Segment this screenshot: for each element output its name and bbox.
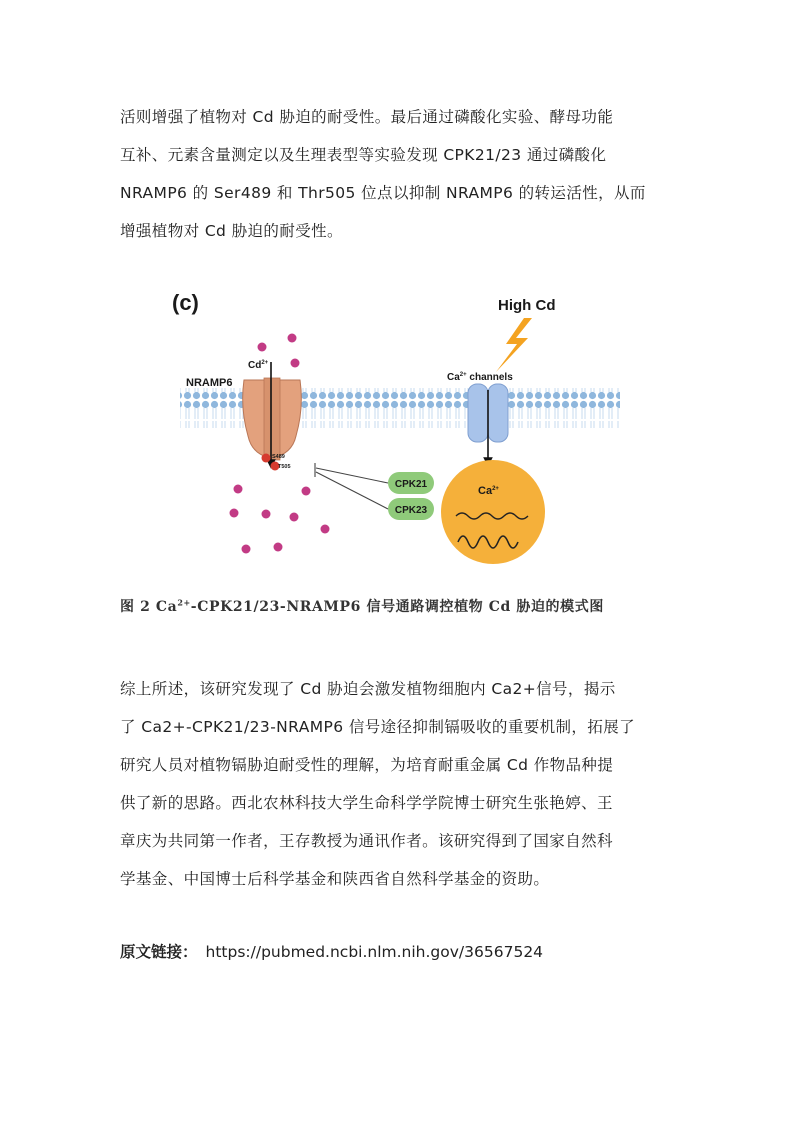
paragraph-intro xyxy=(120,98,676,250)
ser489-label: S489 xyxy=(272,454,285,460)
inhibition-lines xyxy=(315,463,388,509)
cpk23-label: CPK23 xyxy=(394,505,428,516)
paragraph-line: 互补、元素含量测定以及生理表型等实验发现 CPK21/23 通过磷酸化 xyxy=(120,146,607,164)
paragraph-line: 综上所述，该研究发现了 Cd 胁迫会激发植物细胞内 Ca2+信号，揭示 xyxy=(120,680,616,698)
source-link-url[interactable]: https://pubmed.ncbi.nlm.nih.gov/36567524 xyxy=(205,943,544,961)
cd-ions-inside xyxy=(230,485,330,554)
paragraph-line: 活则增强了植物对 Cd 胁迫的耐受性。最后通过磷酸化实验、酵母功能 xyxy=(120,108,614,126)
paragraph-line: 章庆为共同第一作者，王存教授为通讯作者。该研究得到了国家自然科 xyxy=(120,832,613,850)
nramp6-transporter xyxy=(243,378,302,460)
cd-ion-label: $Cd^{2+}$ xyxy=(248,360,269,371)
figure-caption: 图 2 $Ca^{2+}-CPK21/23-NRAMP6$ 信号通路调控植物 Cd 胁迫的模式图 xyxy=(120,597,604,615)
paragraph-line: 了 Ca2+-CPK21/23-NRAMP6 信号途径抑制镉吸收的重要机制，拓展了 xyxy=(120,718,636,736)
signaling-diagram xyxy=(120,280,620,580)
phospho-site-s489 xyxy=(262,454,271,463)
panel-label: (c) xyxy=(172,290,199,315)
ca-channels-label: $Ca^{2+}$ channels xyxy=(447,372,513,383)
cpk21-label: CPK21 xyxy=(394,479,428,490)
source-link-label: 原文链接： xyxy=(120,943,198,961)
paragraph-line: 增强植物对 Cd 胁迫的耐受性。 xyxy=(120,222,343,240)
paragraph-line: 研究人员对植物镉胁迫耐受性的理解，为培育耐重金属 Cd 作物品种提 xyxy=(120,756,614,774)
lightning-icon xyxy=(496,318,532,372)
thr505-label: T505 xyxy=(278,464,291,470)
paragraph-line: 学基金、中国博士后科学基金和陕西省自然科学基金的资助。 xyxy=(120,870,550,888)
ca-cell-label: $Ca^{2+}$ xyxy=(478,485,499,497)
nramp6-label: NRAMP6 xyxy=(186,377,233,389)
source-link-row xyxy=(120,940,543,962)
paragraph-line: NRAMP6 的 Ser489 和 Thr505 位点以抑制 NRAMP6 的转运活性，从而 xyxy=(120,184,646,202)
high-cd-label: High Cd xyxy=(498,297,556,314)
paragraph-summary xyxy=(120,670,676,898)
paragraph-line: 供了新的思路。西北农林科技大学生命科学学院博士研究生张艳婷、王 xyxy=(120,794,613,812)
